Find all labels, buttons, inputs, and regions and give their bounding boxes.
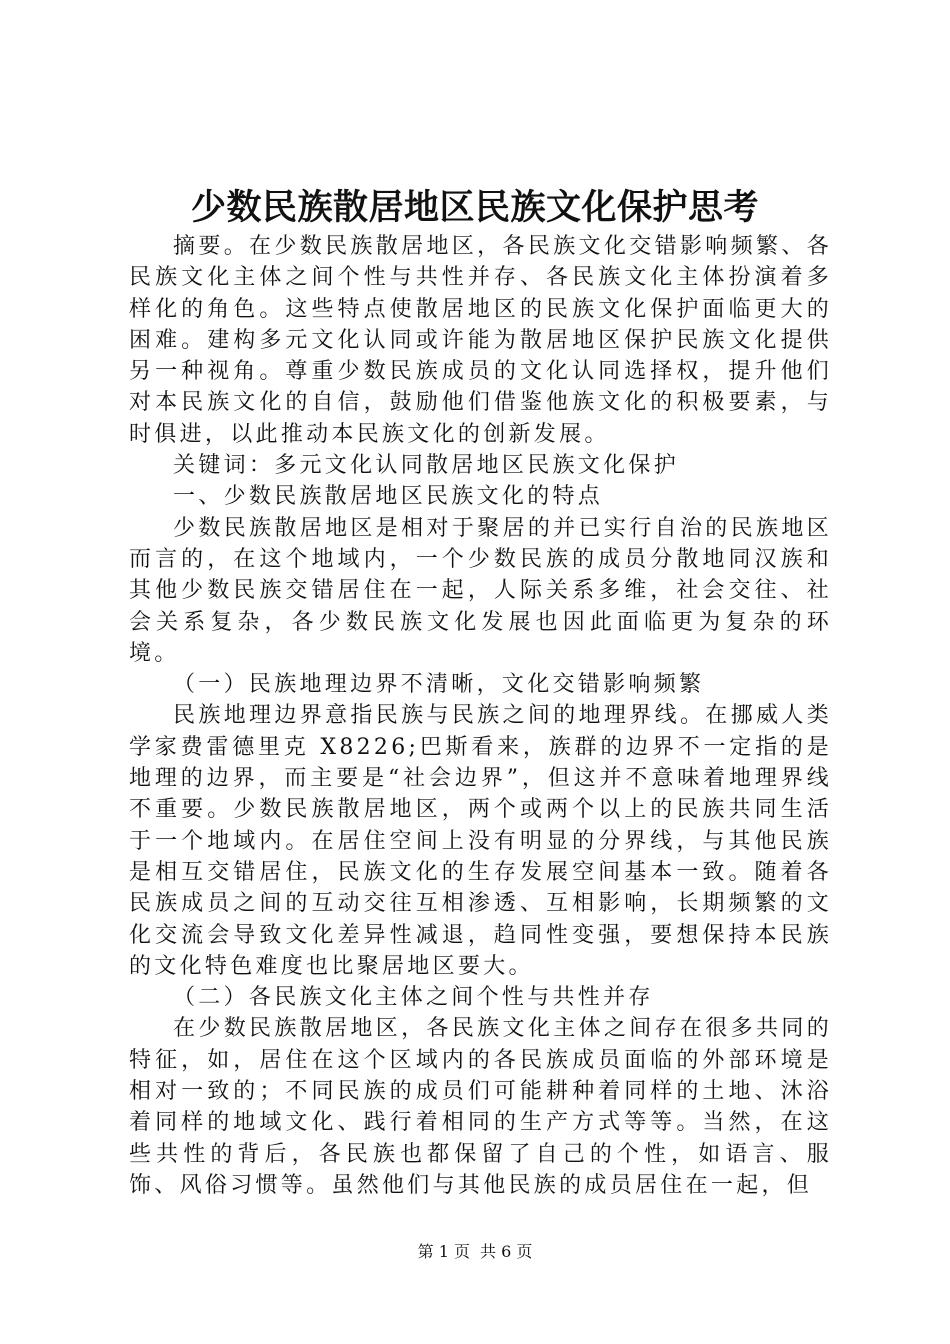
page-number: 第 1 页 (417, 1242, 470, 1261)
subsection-heading-1: （一）民族地理边界不清晰，文化交错影响频繁 (173, 672, 705, 698)
page-total: 共 6 页 (480, 1242, 533, 1261)
body-paragraph: 在少数民族散居地区，各民族文化主体之间存在很多共同的特征，如，居住在这个区域内的各民族成员面临的外部环境是相对一致的；不同民族的成员们可能耕种着同样的土地、沐浴着同样的地域文化、践行着相同的生产方式等等。当然，在这些共性的背后，各民族也都保留了自己的个性，如语言、服饰、风俗习惯等。虽然他们与其他民族的成员居住在一起，但 (129, 1016, 832, 1198)
abstract-paragraph: 摘要。在少数民族散居地区，各民族文化交错影响频繁、各民族文化主体之间个性与共性并存、各民族文化主体扮演着多样化的角色。这些特点使散居地区的民族文化保护面临更大的困难。建构多元文化认同或许能为散居地区保护民族文化提供另一种视角。尊重少数民族成员的文化认同选择权，提升他们对本民族文化的自信，鼓励他们借鉴他族文化的积极要素，与时俱进，以此推动本民族文化的创新发展。 (129, 234, 832, 447)
subsection-heading-2: （二）各民族文化主体之间个性与共性并存 (173, 985, 654, 1011)
body-paragraph: 民族地理边界意指民族与民族之间的地理界线。在挪威人类学家费雷德里克 X8226;巴斯看来，族群的边界不一定指的是地理的边界，而主要是“社会边界”，但这并不意味着地理界线不重要。少数民族散居地区，两个或两个以上的民族共同生活于一个地域内。在居住空间上没有明显的分界线，与其他民族是相互交错居住，民族文化的生存发展空间基本一致。随着各民族成员之间的互动交往互相渗透、互相影响，长期频繁的文化交流会导致文化差异性减退，趋同性变强，要想保持本民族的文化特色难度也比聚居地区要大。 (129, 703, 832, 979)
page-footer (0, 1240, 950, 1264)
keywords-line: 关键词：多元文化认同散居地区民族文化保护 (173, 453, 680, 479)
body-paragraph: 少数民族散居地区是相对于聚居的并已实行自治的民族地区而言的，在这个地域内，一个少数民族的成员分散地同汉族和其他少数民族交错居住在一起，人际关系多维，社会交往、社会关系复杂，各少数民族文化发展也因此面临更为复杂的环境。 (129, 515, 832, 666)
document-title: 少数民族散居地区民族文化保护思考 (190, 187, 759, 228)
section-heading-1: 一、少数民族散居地区民族文化的特点 (173, 484, 604, 510)
document-body (129, 231, 832, 1201)
